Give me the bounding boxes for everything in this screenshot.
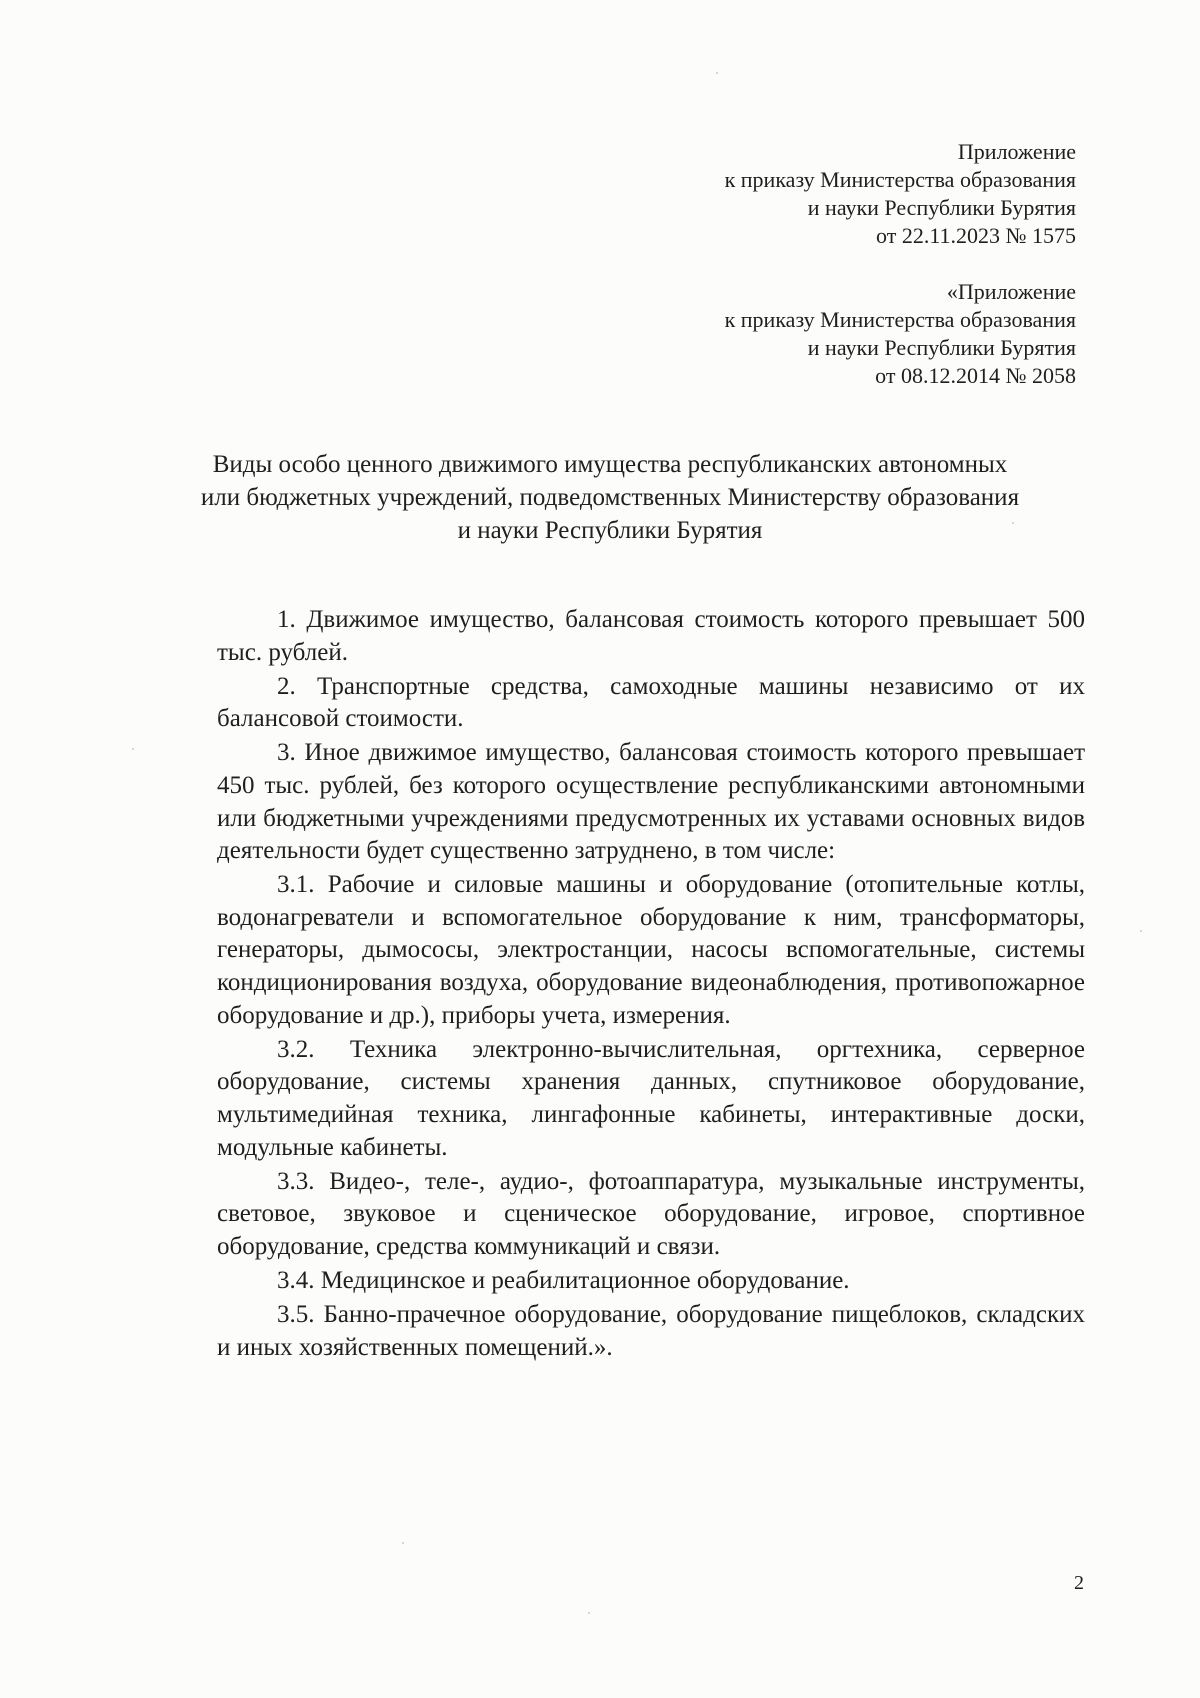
header-line: от 22.11.2023 № 1575 xyxy=(876,223,1076,248)
document-title xyxy=(150,448,1070,547)
list-item-3-1: 3.1. Рабочие и силовые машины и оборудование (отопительные котлы, водонагреватели и вспомогательное оборудование к ним, трансформаторы, генераторы, дымососы, электростанции, насосы вспомогательные, системы кондиционирования воздуха, оборудование видеонаблюдения, противопожарное оборудование и др.), приборы учета, измерения. xyxy=(217,871,1085,1029)
scan-speck xyxy=(132,748,134,750)
scan-speck xyxy=(402,1542,404,1544)
header-line: Приложение xyxy=(957,139,1076,164)
appendix-header-original xyxy=(725,278,1076,390)
list-item-3: 3. Иное движимое имущество, балансовая стоимость которого превышает 450 тыс. рублей, без которого осуществление республиканскими автономными или бюджетными учреждениями предусмотренных их уставами основных видов деятельности будет существенно затруднено, в том числе: xyxy=(217,739,1085,865)
scan-speck xyxy=(588,1612,590,1614)
title-line: Виды особо ценного движимого имущества республиканских автономных xyxy=(212,451,1008,478)
header-line: к приказу Министерства образования xyxy=(724,167,1076,192)
scan-speck xyxy=(1012,522,1014,524)
header-line: к приказу Министерства образования xyxy=(724,307,1076,332)
list-item-2: 2. Транспортные средства, самоходные машины независимо от их балансовой стоимости. xyxy=(217,672,1085,733)
list-item-3-2: 3.2. Техника электронно-вычислительная, оргтехника, серверное оборудование, системы хранения данных, спутниковое оборудование, мультимедийная техника, лингафонные кабинеты, интерактивные доски, модульные кабинеты. xyxy=(217,1035,1085,1161)
header-line: и науки Республики Бурятия xyxy=(807,335,1076,360)
document-body xyxy=(217,604,1085,1366)
page-number: 2 xyxy=(1074,1572,1084,1594)
title-line: или бюджетных учреждений, подведомственных Министерству образования xyxy=(200,484,1020,511)
header-line: от 08.12.2014 № 2058 xyxy=(875,363,1076,388)
list-item-1: 1. Движимое имущество, балансовая стоимость которого превышает 500 тыс. рублей. xyxy=(217,606,1085,666)
appendix-header-current xyxy=(725,138,1076,250)
scan-speck xyxy=(716,72,718,74)
list-item-3-3: 3.3. Видео-, теле-, аудио-, фотоаппаратура, музыкальные инструменты, световое, звуковое и сценическое оборудование, игровое, спортивное оборудование, средства коммуникаций и связи. xyxy=(217,1167,1085,1260)
header-line: и науки Республики Бурятия xyxy=(807,195,1076,220)
header-line: «Приложение xyxy=(946,279,1076,304)
list-item-3-4: 3.4. Медицинское и реабилитационное оборудование. xyxy=(277,1266,850,1294)
list-item-3-5: 3.5. Банно-прачечное оборудование, оборудование пищеблоков, складских и иных хозяйственных помещений.». xyxy=(217,1300,1085,1361)
title-line: и науки Республики Бурятия xyxy=(457,517,763,544)
scan-speck xyxy=(1140,930,1142,932)
